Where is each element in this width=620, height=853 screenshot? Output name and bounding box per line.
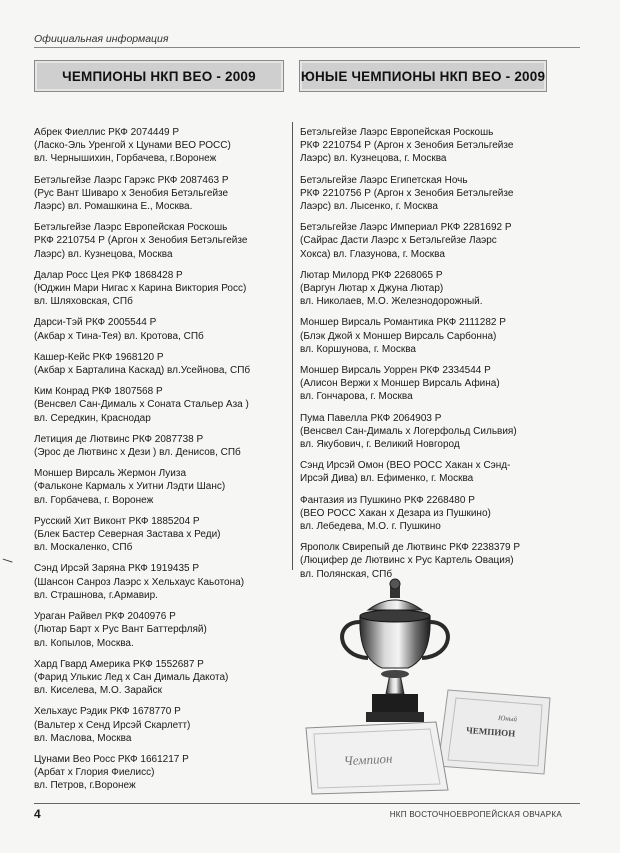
- entry-line: Бетэльгейзе Лаэрс Европейская Роскошь: [300, 127, 494, 138]
- entry-line: (Блек Бастер Северная Застава х Реди): [34, 529, 221, 541]
- entry-line: (Варгун Лютар х Джуна Лютар): [300, 283, 444, 295]
- entry-line: (Вальтер х Сенд Ирсэй Скарлетт): [34, 719, 191, 731]
- bottom-rule: [34, 803, 580, 804]
- entry-line: (Акбар х Барталина Каскад) вл.Усейнова, СПб: [34, 365, 251, 377]
- entry-line: Ирсэй Дива) вл. Ефименко, г. Москва: [300, 473, 474, 485]
- entry-line: вл. Петров, г.Воронеж: [34, 780, 136, 792]
- trophy-cup: [360, 616, 430, 668]
- entry-line: Бетэльгейзе Лаэрс Империал РКФ 2281692 Р: [300, 222, 512, 234]
- junior-champion-entry: [300, 126, 550, 166]
- junior-champions-list: [300, 126, 550, 589]
- entry-line: Ярополк Свирепый де Лютвинс РКФ 2238379 Р: [300, 542, 521, 554]
- entry-line: (Эрос де Лютвинс х Дези ) вл. Денисов, СПб: [34, 447, 241, 459]
- entry-line: Фантазия из Пушкино РКФ 2268480 Р: [300, 494, 475, 506]
- champion-entry: [34, 433, 282, 459]
- champion-entry: [34, 316, 282, 342]
- entry-line: Дарси-Тэй РКФ 2005544 Р: [34, 317, 157, 329]
- top-rule: [34, 47, 580, 48]
- entry-line: вл. Лебедева, М.О. г. Пушкино: [300, 521, 441, 533]
- entry-line: Лаэрс) вл. Ромашкина Е., Москва.: [34, 201, 193, 213]
- junior-champion-entry: [300, 316, 550, 356]
- entry-line: РКФ 2210756 Р (Аргон х Зенобия Бетэльгейзе: [300, 187, 514, 199]
- column-divider: [292, 122, 293, 570]
- junior-champion-entry: [300, 221, 550, 261]
- entry-line: (Рус Вант Шиваро х Зенобия Бетэльгейзе: [34, 187, 229, 199]
- page-number: 4: [34, 807, 41, 821]
- entry-line: (Сайрас Дасти Лаэрс х Бетэльгейзе Лаэрс: [300, 235, 497, 247]
- entry-line: Хард Гвард Америка РКФ 1552687 Р: [34, 658, 204, 670]
- trophy-base: [372, 694, 418, 714]
- entry-line: вл. Чернышихин, Горбачева, г.Воронеж: [34, 153, 217, 165]
- entry-line: вл. Середкин, Краснодар: [34, 412, 151, 424]
- entry-line: (Алисон Вержи х Моншер Вирсаль Афина): [300, 378, 500, 390]
- champion-entry: [34, 705, 282, 745]
- entry-line: (Фальконе Кармаль х Уитни Лэдти Шанс): [34, 481, 226, 493]
- entry-line: вл. Гончарова, г. Москва: [300, 391, 413, 403]
- junior-champion-entry: [300, 459, 550, 485]
- entry-line: Ураган Райвел РКФ 2040976 Р: [34, 611, 176, 623]
- entry-line: (Люцифер де Лютвинс х Рус Картель Овация): [300, 555, 514, 567]
- champion-entry: [34, 269, 282, 309]
- entry-line: вл. Коршунова, г. Москва: [300, 343, 416, 355]
- entry-line: Пума Павелла РКФ 2064903 Р: [300, 412, 442, 424]
- entry-line: (Лютар Барт х Рус Вант Баттерфляй): [34, 624, 207, 636]
- diploma-title: Чемпион: [343, 750, 393, 769]
- champion-entry: [34, 351, 282, 377]
- entry-line: (Арбат х Глория Фиелисс): [34, 767, 155, 779]
- entry-line: Сэнд Ирсэй Заряна РКФ 1919435 Р: [34, 563, 200, 575]
- entry-line: вл. Копылов, Москва.: [34, 637, 134, 649]
- trophy-illustration: [298, 578, 556, 796]
- entry-line: (Венсвел Сан-Дималь х Логерфольд Сильвия): [300, 425, 517, 437]
- junior-champion-entry: [300, 269, 550, 309]
- junior-champion-entry: [300, 494, 550, 534]
- entry-line: Лаэрс) вл. Лысенко, г. Москва: [300, 201, 438, 213]
- entry-line: Кашер-Кейс РКФ 1968120 Р: [34, 351, 164, 363]
- entry-line: Лаэрс) вл. Кузнецова, г. Москва: [300, 153, 447, 165]
- entry-line: Русский Хит Виконт РКФ 1885204 Р: [34, 515, 200, 527]
- junior-champion-entry: [300, 541, 550, 581]
- certificate-small-label: Юный: [497, 714, 518, 724]
- entry-line: вл. Москаленко, СПб: [34, 542, 133, 554]
- banner-champions: ЧЕМПИОНЫ НКП ВЕО - 2009: [34, 60, 284, 92]
- banner-junior-champions: ЮНЫЕ ЧЕМПИОНЫ НКП ВЕО - 2009: [299, 60, 547, 92]
- junior-champion-entry: [300, 174, 550, 214]
- entry-line: Цунами Вео Росс РКФ 1661217 Р: [34, 753, 189, 765]
- entry-line: (Венсвел Сан-Дималь х Соната Стальер Аза ): [34, 399, 249, 411]
- champion-entry: [34, 562, 282, 602]
- champion-entry: [34, 126, 282, 166]
- entry-line: Лютар Милорд РКФ 2268065 Р: [300, 269, 443, 281]
- entry-line: вл. Якубович, г. Великий Новгород: [300, 439, 460, 451]
- entry-line: Бетэльгейзе Лаэрс Египетская Ночь: [300, 174, 468, 186]
- entry-line: Моншер Вирсаль Романтика РКФ 2111282 Р: [300, 317, 506, 329]
- entry-line: Хельхаус Рэдик РКФ 1678770 Р: [34, 706, 181, 718]
- section-header: Официальная информация: [34, 33, 169, 45]
- entry-line: Моншер Вирсаль Уоррен РКФ 2334544 Р: [300, 365, 491, 377]
- entry-line: вл. Николаев, М.О. Железнодорожный.: [300, 296, 483, 308]
- entry-line: вл. Киселева, М.О. Зарайск: [34, 685, 162, 697]
- entry-line: РКФ 2210754 Р (Аргон х Зенобия Бетэльгейзе: [34, 235, 248, 247]
- champion-entry: [34, 174, 282, 214]
- champion-entry: [34, 753, 282, 793]
- entry-line: вл. Полянская, СПб: [300, 568, 393, 580]
- entry-line: РКФ 2210754 Р (Аргон х Зенобия Бетэльгейзе: [300, 140, 514, 152]
- champion-entry: [34, 515, 282, 555]
- entry-line: (Ласко-Эль Уренгой х Цунами ВЕО РОСС): [34, 140, 231, 152]
- champion-entry: [34, 467, 282, 507]
- entry-line: Бетэльгейзе Лаэрс Европейская Роскошь: [34, 222, 228, 234]
- champion-entry: [34, 610, 282, 650]
- entry-line: (Юджин Мари Нигас х Карина Виктория Росс): [34, 283, 247, 295]
- publication-footer: НКП ВОСТОЧНОЕВРОПЕЙСКАЯ ОВЧАРКА: [389, 810, 562, 819]
- champion-entry: [34, 658, 282, 698]
- champion-entry: [34, 221, 282, 261]
- entry-line: Далар Росс Цея РКФ 1868428 Р: [34, 269, 183, 281]
- entry-line: (Блэк Джой х Моншер Вирсаль Сарбонна): [300, 330, 497, 342]
- entry-line: Лаэрс) вл. Кузнецова, Москва: [34, 248, 173, 260]
- entry-line: вл. Шляховская, СПб: [34, 296, 133, 308]
- champion-entry: [34, 385, 282, 425]
- entry-line: вл. Маслова, Москва: [34, 732, 132, 744]
- entry-line: Летиция де Лютвинс РКФ 2087738 Р: [34, 433, 204, 445]
- entry-line: Хокса) вл. Глазунова, г. Москва: [300, 248, 445, 260]
- entry-line: вл. Страшнова, г.Армавир.: [34, 589, 158, 601]
- entry-line: Сэнд Ирсэй Омон (ВЕО РОСС Хакан х Сэнд-: [300, 460, 511, 472]
- entry-line: Абрек Фиеллис РКФ 2074449 Р: [34, 127, 180, 138]
- entry-line: Моншер Вирсаль Жермон Луиза: [34, 468, 187, 480]
- entry-line: Бетэльгейзе Лаэрс Гарэкс РКФ 2087463 Р: [34, 174, 229, 186]
- entry-line: (Шансон Санроз Лаэрс х Хельхаус Каьотона): [34, 576, 245, 588]
- entry-line: (Фарид Улькис Лед х Сан Дималь Дакота): [34, 671, 229, 683]
- entry-line: (Акбар х Тина-Тея) вл. Кротова, СПб: [34, 330, 204, 342]
- certificate-title: ЧЕМПИОН: [465, 725, 516, 739]
- entry-line: вл. Горбачева, г. Воронеж: [34, 494, 154, 506]
- scan-artifact: [1, 559, 12, 567]
- entry-line: Ким Конрад РКФ 1807568 Р: [34, 386, 163, 398]
- champions-list: [34, 126, 282, 801]
- entry-line: (ВЕО РОСС Хакан х Дезара из Пушкино): [300, 507, 491, 519]
- junior-champion-entry: [300, 412, 550, 452]
- junior-champion-entry: [300, 364, 550, 404]
